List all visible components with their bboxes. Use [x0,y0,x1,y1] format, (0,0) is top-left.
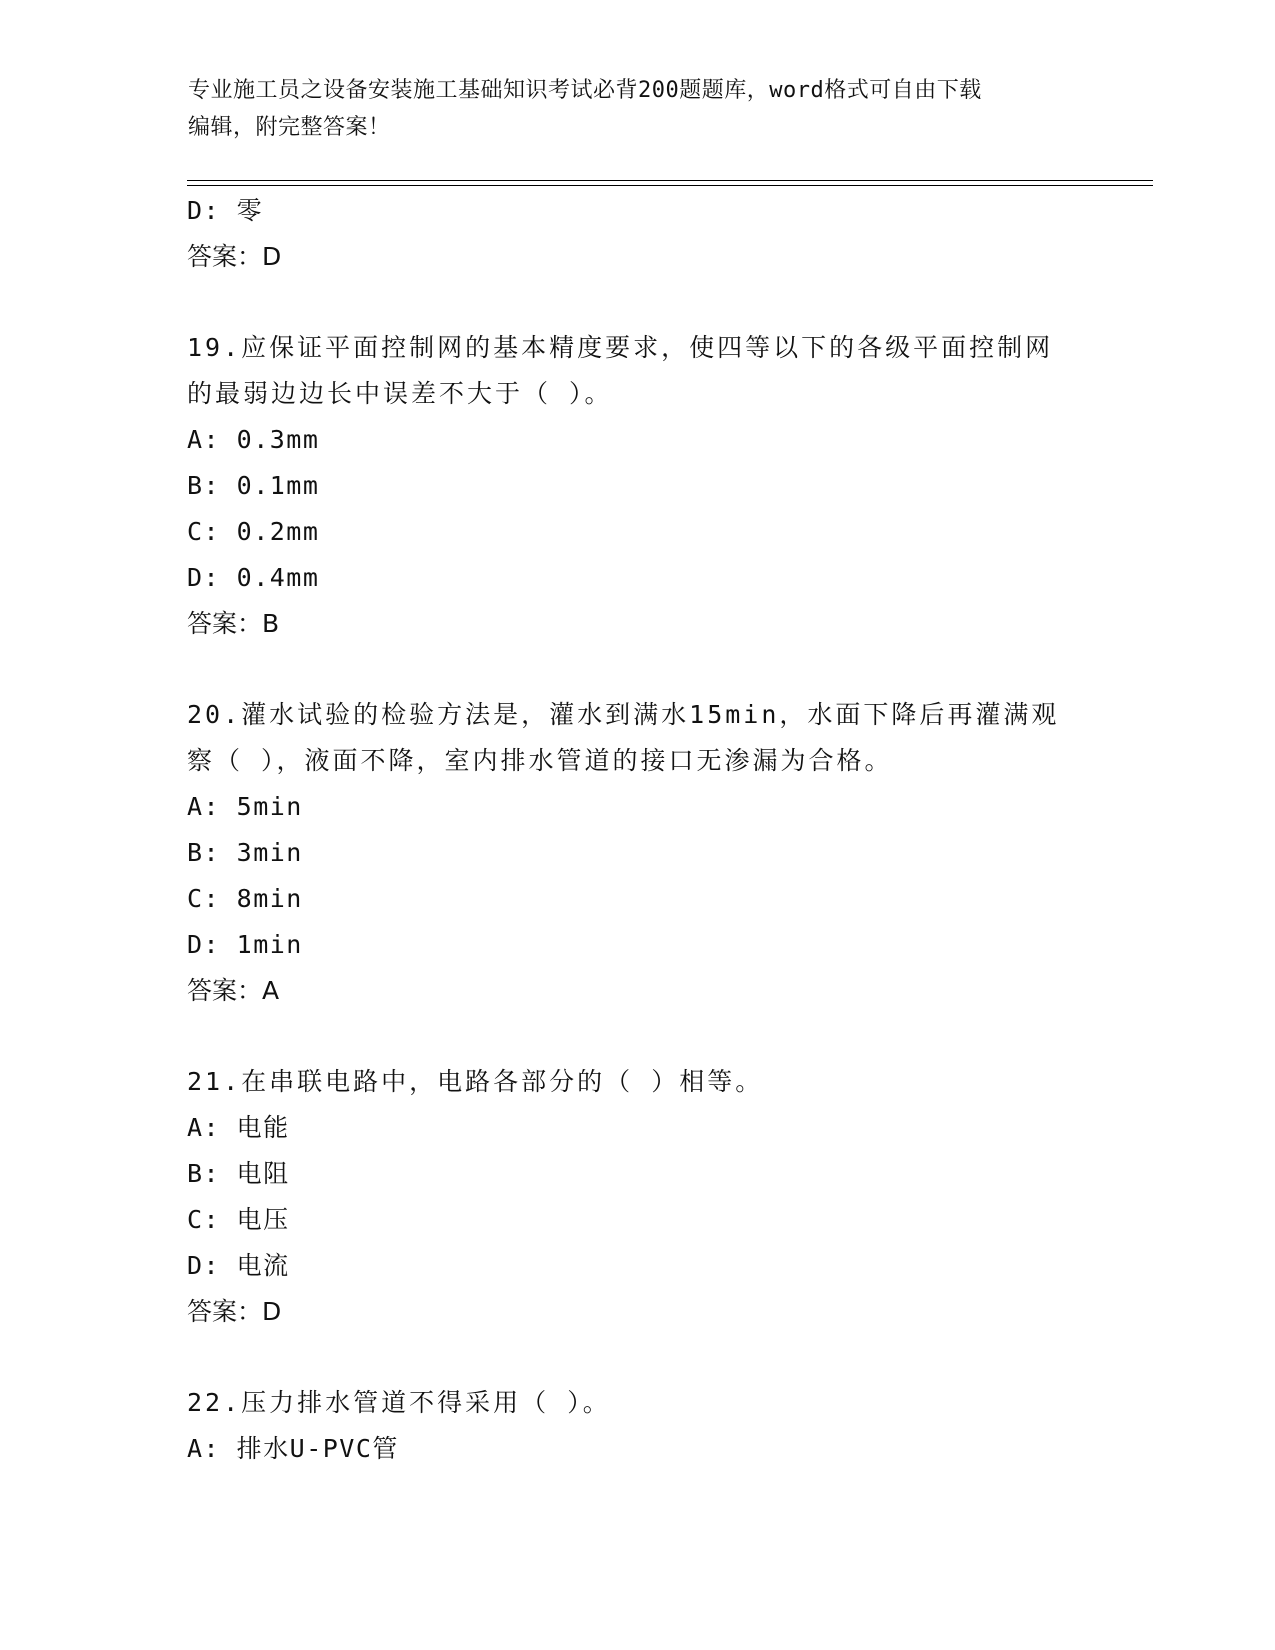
header-divider-bottom [187,185,1153,186]
header-line-2: 编辑，附完整答案！ [188,115,391,140]
header-line-1: 专业施工员之设备安装施工基础知识考试必背200题题库，word格式可自由下载 [188,78,982,103]
option-a: A: 排水U-PVC管 [187,1434,399,1463]
option-c: C: 电压 [187,1205,290,1234]
question-21 [187,1059,1087,1335]
question-20 [187,692,1087,1014]
option-d: D: 1min [187,930,303,959]
option-b: B: 3min [187,838,303,867]
option-c: C: 8min [187,884,303,913]
question-18-tail [187,188,1087,280]
question-text-continued: 的最弱边边长中误差不大于（ ）。 [187,379,613,408]
option-d: D: 电流 [187,1251,290,1280]
question-text-continued: 察（ ），液面不降，室内排水管道的接口无渗漏为合格。 [187,746,893,775]
option-c: C: 0.2mm [187,517,320,546]
option-d: D: 0.4mm [187,563,320,592]
question-content [187,188,1087,1472]
question-text: 20.灌水试验的检验方法是，灌水到满水15min，水面下降后再灌满观 [187,700,1060,729]
option-d: D: 零 [187,196,264,225]
option-a: A: 0.3mm [187,425,320,454]
question-19 [187,325,1087,647]
answer: 答案：D [187,1297,282,1326]
document-header [188,72,1068,146]
option-a: A: 电能 [187,1113,290,1142]
answer: 答案：D [187,242,282,271]
option-b: B: 电阻 [187,1159,290,1188]
question-text: 21.在串联电路中，电路各部分的（ ）相等。 [187,1067,764,1096]
header-divider-top [187,180,1153,181]
answer: 答案：B [187,609,280,638]
option-b: B: 0.1mm [187,471,320,500]
question-text: 19.应保证平面控制网的基本精度要求，使四等以下的各级平面控制网 [187,333,1054,362]
question-text: 22.压力排水管道不得采用（ ）。 [187,1388,611,1417]
answer: 答案：A [187,976,280,1005]
question-22 [187,1380,1087,1472]
option-a: A: 5min [187,792,303,821]
